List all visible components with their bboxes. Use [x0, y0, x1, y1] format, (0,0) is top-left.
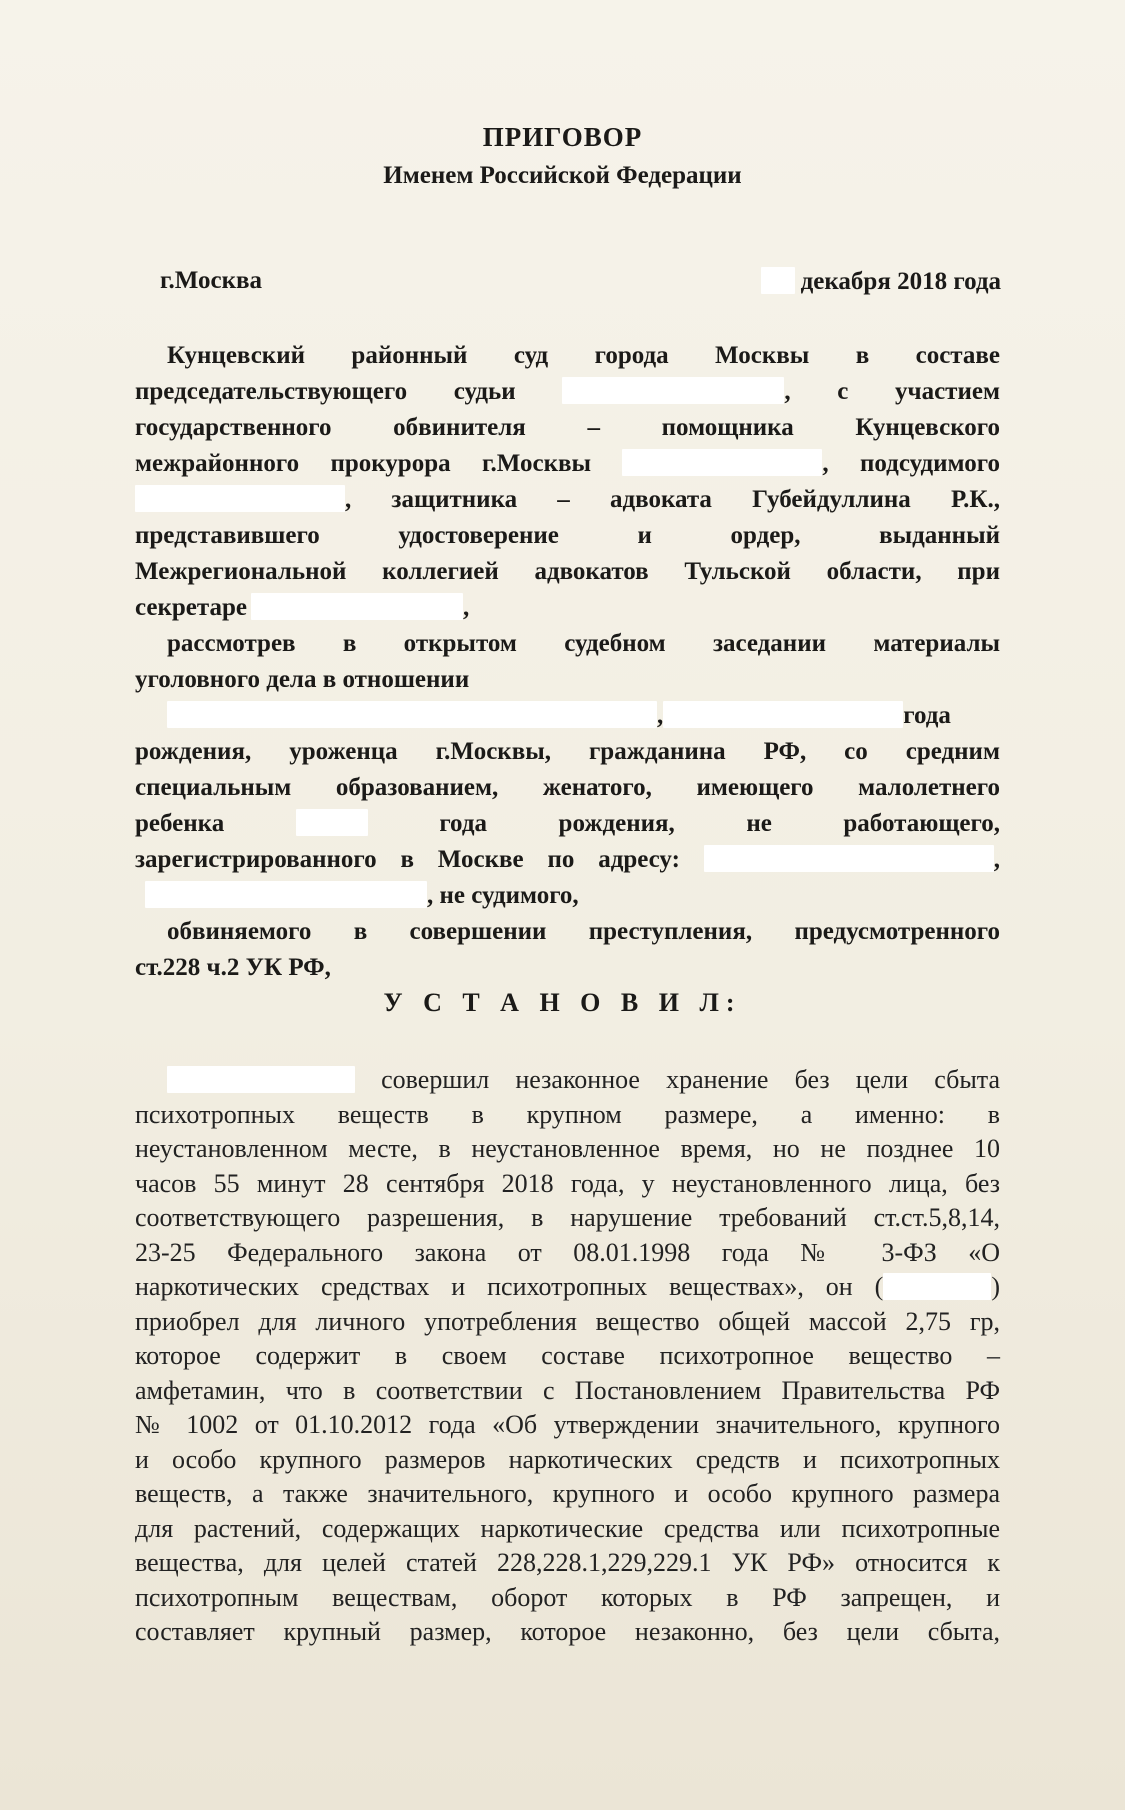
intro-text: ,	[657, 702, 664, 729]
intro-paragraph	[135, 338, 1000, 986]
intro-line	[135, 374, 1000, 410]
intro-text: , не судимого,	[427, 882, 579, 909]
redacted-judge	[562, 377, 784, 404]
redacted-address	[704, 845, 994, 872]
body-line: составляет крупный размер, которое незаконно, без цели сбыта,	[135, 1617, 1000, 1646]
body-text: совершил незаконное хранение без цели сбыта	[381, 1065, 1001, 1094]
document-title: ПРИГОВОР	[482, 122, 643, 152]
body-paragraph	[135, 1063, 1000, 1650]
intro-line: специальным образованием, женатого, имеющего малолетнего	[135, 774, 1000, 801]
intro-text: председательствующего судьи	[135, 378, 516, 405]
body-line: приобрел для личного употребления вещество общей массой 2,75 гр,	[135, 1306, 1000, 1336]
intro-text: , подсудимого	[822, 450, 1000, 477]
redacted-secretary	[251, 593, 463, 620]
body-text: )	[991, 1272, 1000, 1301]
intro-line: Кунцевский районный суд города Москвы в составе	[167, 342, 1000, 369]
redacted-prosecutor	[622, 449, 822, 476]
redacted-defendant-body	[167, 1066, 355, 1093]
intro-text: , с участием	[784, 378, 1000, 405]
date-text: декабря 2018 года	[800, 268, 1001, 295]
intro-line	[135, 446, 1000, 482]
redacted-birthdate	[663, 701, 903, 728]
intro-text: ребенка	[135, 810, 225, 837]
redacted-address-cont	[145, 881, 427, 908]
intro-line: обвиняемого в совершении преступления, предусмотренного	[167, 918, 1000, 945]
body-line: часов 55 минут 28 сентября 2018 года, у неустановленного лица, без	[135, 1168, 1000, 1198]
intro-line: уголовного дела в отношении	[135, 666, 470, 693]
intro-line	[135, 878, 1000, 914]
intro-text: года	[903, 702, 951, 729]
intro-line: рассмотрев в открытом судебном заседании материалы	[167, 630, 1000, 657]
intro-line: государственного обвинителя – помощника Кунцевского	[135, 414, 1000, 441]
intro-text: секретаре	[135, 594, 247, 621]
document-subtitle: Именем Российской Федерации	[383, 162, 742, 189]
body-line: соответствующего разрешения, в нарушение требований ст.ст.5,8,14,	[135, 1203, 1000, 1232]
redacted-name-paren	[883, 1273, 991, 1300]
intro-line	[135, 698, 1000, 734]
body-line: 23-25 Федерального закона от 08.01.1998 года № 3-ФЗ «О	[135, 1237, 1000, 1267]
redacted-defendant	[135, 485, 345, 512]
intro-text: ,	[463, 594, 470, 621]
intro-line	[135, 842, 1000, 878]
intro-line	[135, 590, 1000, 626]
body-line	[135, 1270, 1000, 1305]
intro-text: ,	[993, 846, 1000, 873]
document-date	[761, 267, 1001, 296]
body-text: наркотических средствах и психотропных веществах», он (	[135, 1272, 884, 1301]
body-line: веществ, а также значительного, крупного и особо крупного размера	[135, 1479, 1000, 1508]
intro-line	[135, 806, 1000, 842]
redacted-day	[761, 267, 795, 294]
body-line: неустановленном месте, в неустановленное время, но не позднее 10	[135, 1134, 1000, 1163]
body-line: амфетамин, что в соответствии с Постановлением Правительства РФ	[135, 1375, 1000, 1405]
intro-line: рождения, уроженца г.Москвы, гражданина РФ, со средним	[135, 738, 1000, 765]
body-line: для растений, содержащих наркотические средства или психотропные	[135, 1513, 1000, 1543]
redacted-defendant-name	[167, 701, 657, 728]
redacted-child-year	[296, 809, 368, 836]
document-city: г.Москва	[160, 267, 263, 294]
intro-line: ст.228 ч.2 УК РФ,	[135, 954, 331, 981]
intro-text: , защитника – адвоката Губейдуллина Р.К.,	[345, 486, 1000, 513]
body-line: психотропных веществ в крупном размере, а именно: в	[135, 1099, 1000, 1129]
section-heading: У С Т А Н О В И Л:	[383, 988, 742, 1017]
body-line: психотропным веществам, оборот которых в РФ запрещен, и	[135, 1582, 1000, 1612]
body-line	[135, 1063, 1000, 1098]
body-line: которое содержит в своем составе психотропное вещество –	[135, 1341, 1000, 1370]
intro-line: представившего удостоверение и ордер, выданный	[135, 522, 1000, 549]
intro-text: зарегистрированного в Москве по адресу:	[135, 846, 680, 873]
intro-text: года рождения, не работающего,	[439, 810, 1001, 837]
body-line: и особо крупного размеров наркотических средств и психотропных	[135, 1444, 1000, 1474]
intro-text: межрайонного прокурора г.Москвы	[135, 450, 592, 477]
intro-line	[135, 482, 1000, 518]
intro-line: Межрегиональной коллегией адвокатов Тульской области, при	[135, 558, 1000, 585]
body-line: вещества, для целей статей 228,228.1,229,229.1 УК РФ» относится к	[135, 1548, 1000, 1577]
body-line: № 1002 от 01.10.2012 года «Об утверждении значительного, крупного	[135, 1410, 1000, 1439]
